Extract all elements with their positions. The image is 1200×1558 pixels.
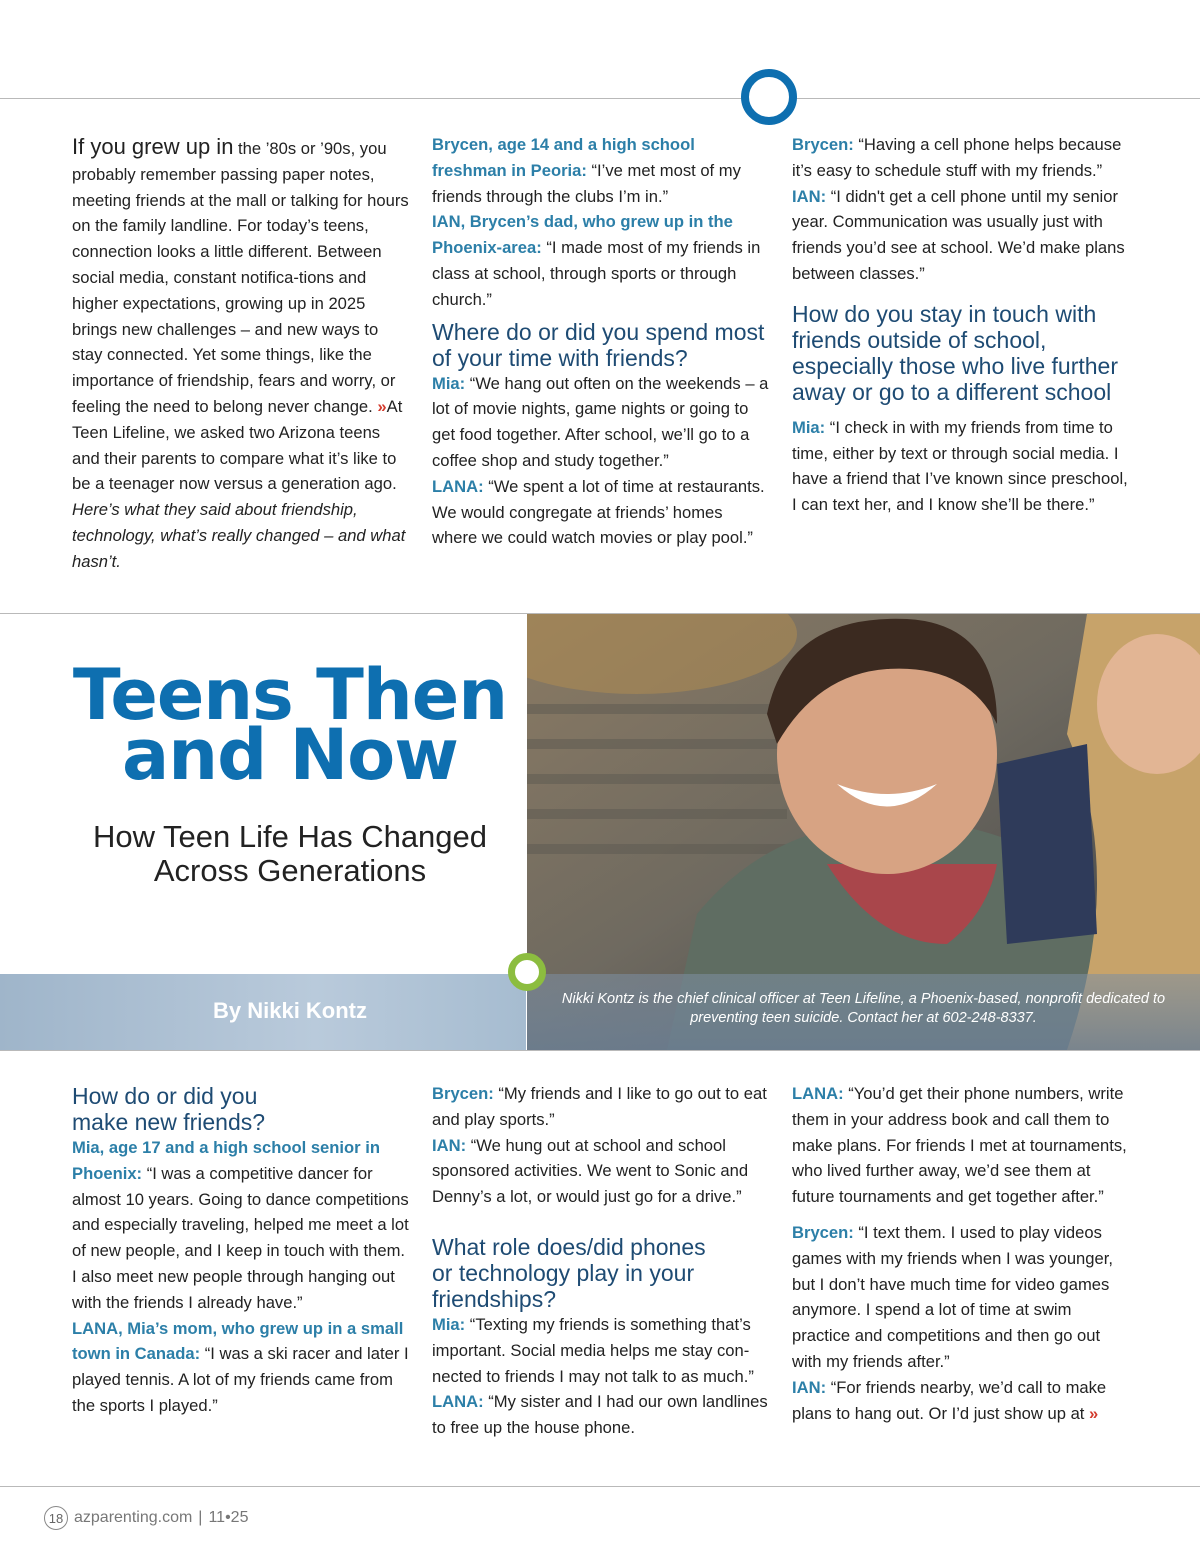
quote-text: “I check in with my friends from time to time, either by text or through social media. I have a friend that I’ve known since preschool, I can text her, and I know she’ll be there.” bbox=[792, 417, 1128, 515]
speaker-label: Brycen, age 14 and a high school freshman in Peoria: bbox=[432, 135, 695, 180]
quote-text: “Having a cell phone helps because it’s easy to schedule stuff with my friends.” bbox=[792, 135, 1122, 180]
footer-site[interactable]: azparenting.com bbox=[74, 1509, 193, 1526]
column-2-bottom bbox=[432, 1081, 772, 1441]
quote-text: “I was a ski racer and later I played tennis. A lot of my friends came from the sports I played.” bbox=[72, 1344, 409, 1415]
column-2-top bbox=[432, 132, 772, 551]
quote-lana bbox=[792, 1081, 1132, 1210]
question-heading: What role does/did phones or technology play in your friendships? bbox=[432, 1233, 706, 1312]
blue-ring-ornament bbox=[741, 69, 797, 125]
quote-text: “I text them. I used to play videos games with my friends when I was younger, but I don’t have much time for video games anymore. I spend a lot of time at swim practice and competitions and then go out with my friends after.” bbox=[792, 1222, 1113, 1371]
intro-text-2: At Teen Lifeline, we asked two Arizona teens and their parents to compare what it’s like to be a teenager now versus a generation ago. bbox=[72, 396, 403, 494]
quote-brycen bbox=[792, 1220, 1132, 1375]
speaker-label: Mia: bbox=[432, 373, 466, 393]
quote-text: “My sister and I had our own landlines to free up the house phone. bbox=[432, 1392, 768, 1438]
intro-lead: If you grew up in bbox=[72, 134, 234, 159]
article-subtitle: How Teen Life Has Changed Across Generations bbox=[92, 819, 488, 888]
author-caption: Nikki Kontz is the chief clinical officer at Teen Lifeline, a Phoenix-based, nonprofit dedicated to preventing teen suicide. Contact her at 602-248-8337. bbox=[561, 991, 1166, 1026]
quote-lana bbox=[72, 1316, 412, 1419]
speaker-label: Brycen: bbox=[792, 135, 854, 154]
quote-text: “I made most of my friends in class at school, through sports or through church.” bbox=[432, 238, 761, 309]
quote-text: “Texting my friends is something that’s important. Social media helps me stay con-nected to friends I may not talk to as much.” bbox=[432, 1314, 754, 1386]
speaker-label: LANA, Mia’s mom, who grew up in a small town in Canada: bbox=[72, 1318, 404, 1364]
intro-paragraph bbox=[72, 134, 412, 575]
speaker-label: LANA: bbox=[432, 1392, 484, 1412]
speaker-label: Mia, age 17 and a high school senior in Phoenix: bbox=[72, 1138, 380, 1183]
question-heading: How do you stay in touch with friends outside of school, especially those who live further away or go to a different school bbox=[792, 300, 1118, 405]
quote-text: “We hang out often on the weekends – a lot of movie nights, game nights or going to get food together. After school, we’ll go to a coffee shop and study together.” bbox=[432, 373, 769, 470]
title-line-1: Teens Then bbox=[72, 654, 508, 736]
speaker-label: LANA: bbox=[432, 476, 484, 496]
quote-brycen bbox=[792, 132, 1132, 184]
footer-rule bbox=[0, 1486, 1200, 1487]
column-1-bottom bbox=[72, 1083, 412, 1419]
quote-ian bbox=[432, 209, 772, 312]
quote-text: “I’ve met most of my friends through the clubs I’m in.” bbox=[432, 160, 741, 206]
chevron-marker-icon: » bbox=[377, 396, 387, 416]
quote-ian bbox=[432, 1133, 772, 1210]
quote-lana bbox=[432, 474, 772, 551]
title-line-2: and Now bbox=[122, 714, 458, 796]
middle-bottom-rule bbox=[0, 1050, 1200, 1051]
quote-lana bbox=[432, 1389, 772, 1441]
intro-text: the ’80s or ’90s, you probably remember passing paper notes, meeting friends at the mall or talking for hours on the family landline. For today’s teens, connection looks a little different. Between social media, constant notifica-tions and higher expectations, growing up in 2025 brings new challenges – and new ways to stay connected. Yet some things, like the importance of friendship, fears and worry, or feeling the need to belong never change. bbox=[72, 139, 409, 416]
speaker-label: Mia: bbox=[792, 417, 826, 437]
top-rule bbox=[0, 98, 1200, 99]
byline: By Nikki Kontz bbox=[212, 998, 368, 1023]
speaker-label: LANA: bbox=[792, 1084, 844, 1103]
quote-mia bbox=[432, 371, 772, 474]
question-heading: Where do or did you spend most of your time with friends? bbox=[432, 318, 765, 371]
green-ring-ornament bbox=[508, 953, 546, 991]
quote-ian bbox=[792, 184, 1132, 287]
column-3-top bbox=[792, 132, 1132, 518]
intro-italic: Here’s what they said about friendship, technology, what’s really changed – and what hasn’t. bbox=[72, 500, 406, 571]
quote-mia bbox=[792, 415, 1132, 518]
page-number: 18 bbox=[44, 1506, 68, 1530]
quote-brycen bbox=[432, 1081, 772, 1133]
column-3-bottom bbox=[792, 1081, 1132, 1426]
quote-mia bbox=[432, 1312, 772, 1389]
teens-photo-illustration bbox=[527, 614, 1200, 1050]
intro-column bbox=[72, 134, 412, 575]
teens-photo bbox=[527, 614, 1200, 1050]
quote-text: “You’d get their phone numbers, write them in your address book and call them to make plans. For friends I met at tournaments, who lived further away, we’d see them at future tournaments and get together after.” bbox=[792, 1084, 1127, 1207]
speaker-label: Mia: bbox=[432, 1314, 466, 1334]
footer-separator: | bbox=[198, 1509, 203, 1526]
quote-text: “My friends and I like to go out to eat and play sports.” bbox=[432, 1084, 767, 1129]
speaker-label: IAN: bbox=[792, 186, 827, 206]
page-footer bbox=[44, 1506, 248, 1530]
quote-brycen bbox=[432, 132, 772, 209]
quote-text: “We hung out at school and school sponsored activities. We went to Sonic and Denny’s a lot, or would just go for a drive.” bbox=[432, 1135, 749, 1207]
question-heading: How do or did you make new friends? bbox=[72, 1083, 266, 1135]
quote-text: “For friends nearby, we’d call to make plans to hang out. Or I’d just show up at bbox=[792, 1377, 1107, 1423]
speaker-label: Brycen: bbox=[432, 1084, 494, 1103]
speaker-label: Brycen: bbox=[792, 1222, 854, 1242]
speaker-label: IAN: bbox=[432, 1135, 467, 1155]
quote-text: “We spent a lot of time at restaurants. We would congregate at friends’ homes where we could watch movies or play pool.” bbox=[432, 476, 765, 548]
quote-ian bbox=[792, 1375, 1132, 1427]
speaker-label: IAN: bbox=[792, 1377, 827, 1397]
footer-issue: 11•25 bbox=[208, 1509, 249, 1526]
speaker-label: IAN, Brycen’s dad, who grew up in the Phoenix-area: bbox=[432, 212, 733, 258]
quote-text: “I was a competitive dancer for almost 10 years. Going to dance competitions and especially traveling, helped me meet a lot of new people, and I keep in touch with them. I also meet new people through hanging out with the friends I already have.” bbox=[72, 1163, 409, 1312]
quote-mia bbox=[72, 1135, 412, 1316]
quote-text: “I didn't get a cell phone until my senior year. Communication was usually just with friends you’d see at school. We’d make plans between classes.” bbox=[792, 186, 1125, 283]
article-title bbox=[60, 654, 520, 796]
continue-arrow-icon: » bbox=[1089, 1403, 1099, 1423]
